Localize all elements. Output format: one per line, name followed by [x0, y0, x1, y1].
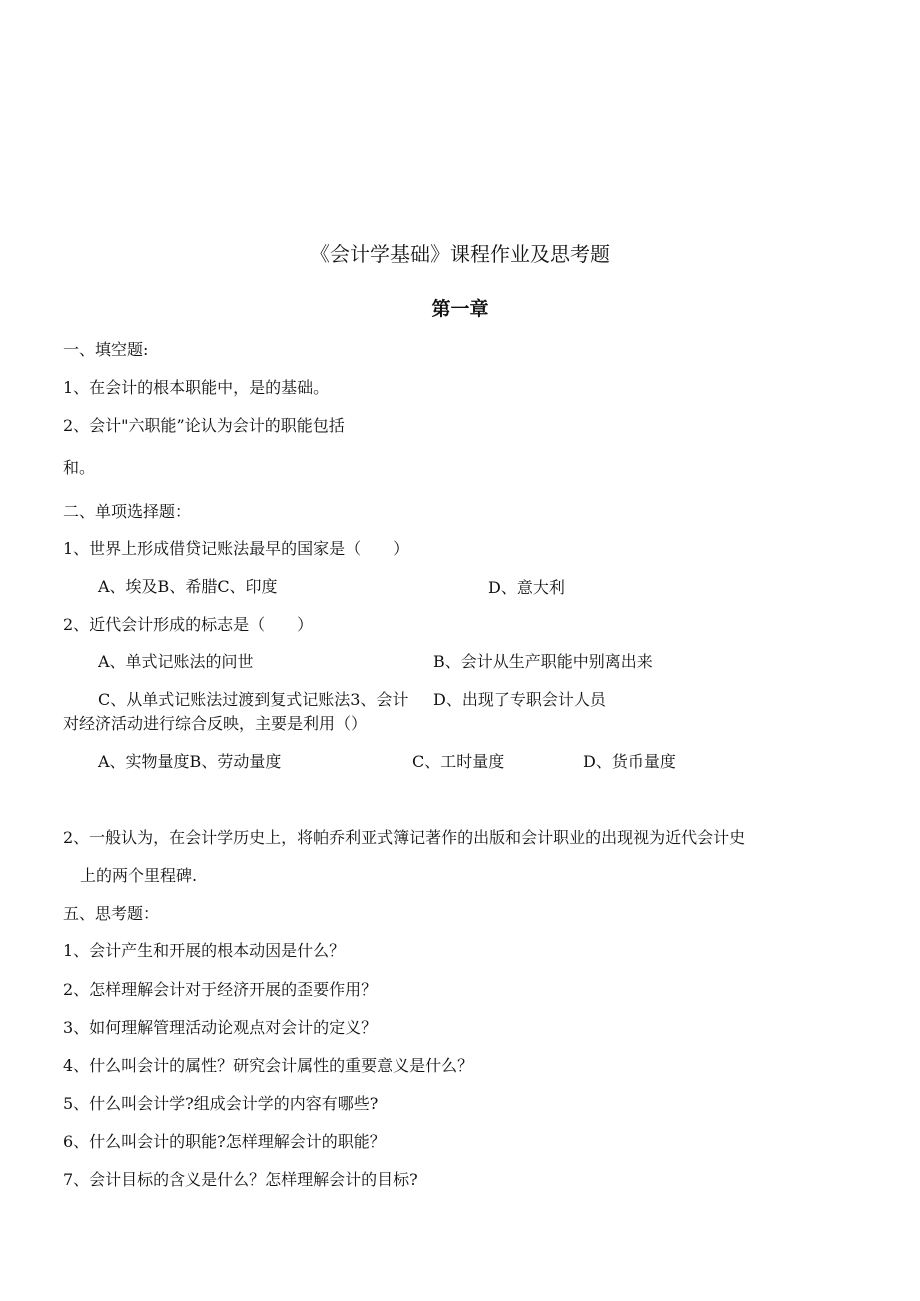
choice-question-2: 2、近代会计形成的标志是（ ） — [63, 615, 314, 634]
fill-blank-question-1: 1、在会计的根本职能中，是的基础。 — [63, 378, 330, 397]
choice-question-3-continued: 对经济活动进行综合反映，主要是利用（） — [63, 714, 368, 733]
choice-question-2-option-a: A、单式记账法的问世 — [98, 652, 254, 671]
choice-question-1-option-d: D、意大利 — [488, 578, 565, 597]
choice-question-2-option-d: D、出现了专职会计人员 — [433, 690, 606, 709]
choice-question-2-option-c-and-question-3: C、从单式记账法过渡到复式记账法3、会计 — [98, 690, 409, 709]
section-heading-single-choice: 二、单项选择题： — [63, 502, 192, 521]
thinking-question-2: 2、怎样理解会计对于经济开展的歪要作用？ — [63, 980, 378, 999]
thinking-question-6: 6、什么叫会计的职能?怎样理解会计的职能？ — [63, 1132, 386, 1151]
fill-blank-question-2: 2、会计"六职能”论认为会计的职能包括 — [63, 416, 345, 435]
thinking-question-7: 7、会计目标的含义是什么？怎样理解会计的目标? — [63, 1170, 418, 1189]
statement-question-2: 2、一般认为，在会计学历史上，将帕乔利亚式簿记著作的出版和会计职业的出现视为近代会计史 — [63, 828, 746, 847]
thinking-question-1: 1、会计产生和开展的根本动因是什么？ — [63, 941, 346, 960]
section-heading-thinking: 五、思考题： — [63, 904, 160, 923]
fill-blank-question-2-continued: 和。 — [63, 458, 96, 477]
thinking-question-5: 5、什么叫会计学?组成会计学的内容有哪些? — [63, 1094, 379, 1113]
choice-question-2-option-b: B、会计从生产职能中别离出来 — [433, 652, 653, 671]
thinking-question-3: 3、如何理解管理活动论观点对会计的定义？ — [63, 1018, 378, 1037]
thinking-question-4: 4、什么叫会计的属性？研究会计属性的重要意义是什么？ — [63, 1056, 474, 1075]
choice-question-1: 1、世界上形成借贷记账法最早的国家是（ ） — [63, 539, 410, 558]
chapter-heading: 第一章 — [431, 298, 489, 320]
choice-question-3-option-c: C、工时量度 — [412, 752, 505, 771]
statement-question-2-continued: 上的两个里程碑. — [80, 866, 198, 885]
choice-question-3-option-d: D、货币量度 — [583, 752, 676, 771]
choice-question-3-options-ab: A、实物量度B、劳动量度 — [98, 752, 282, 771]
document-title: 《会计学基础》课程作业及思考题 — [310, 242, 610, 266]
section-heading-fill-blank: 一、填空题: — [63, 340, 149, 359]
choice-question-1-options-abc: A、埃及B、希腊C、印度 — [98, 577, 278, 596]
